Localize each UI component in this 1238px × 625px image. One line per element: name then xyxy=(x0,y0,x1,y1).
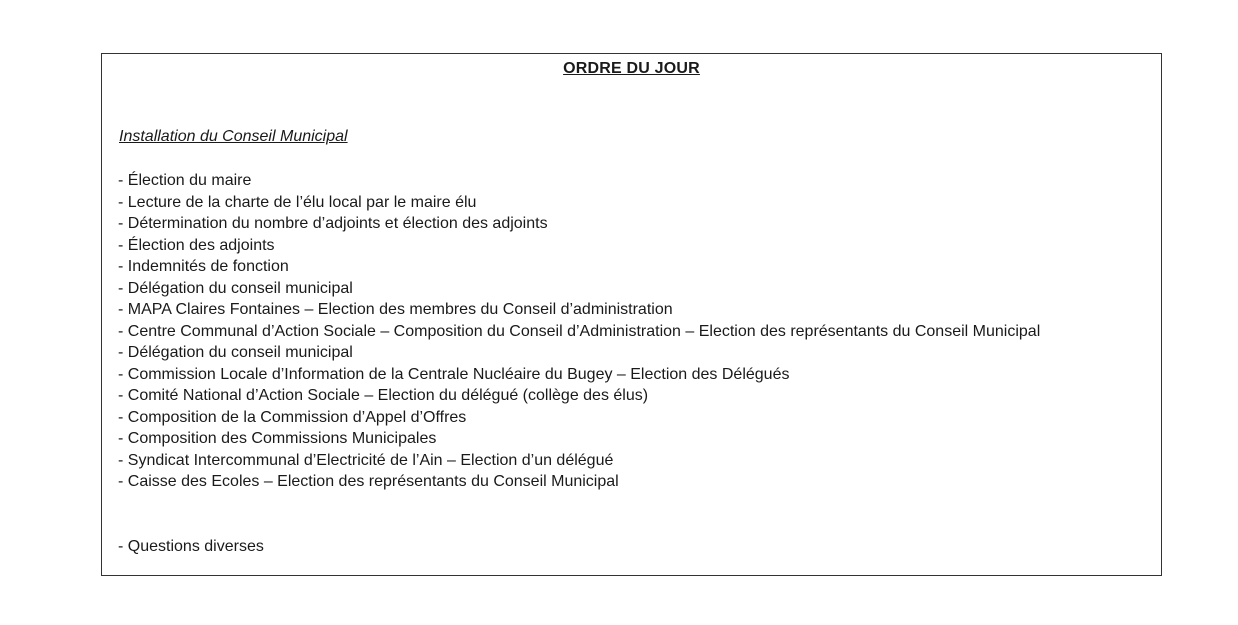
agenda-item: - Délégation du conseil municipal xyxy=(118,344,353,361)
agenda-item: - Caisse des Ecoles – Election des représentants du Conseil Municipal xyxy=(118,473,619,490)
agenda-item: - Centre Communal d’Action Sociale – Composition du Conseil d’Administration – Election des représentants du Conseil Municipal xyxy=(118,322,1041,340)
agenda-item: - Composition de la Commission d’Appel d’Offres xyxy=(118,408,467,426)
agenda-item: - Commission Locale d’Information de la Centrale Nucléaire du Bugey – Election des Délégués xyxy=(118,365,790,383)
agenda-item-closing: - Questions diverses xyxy=(118,538,264,555)
agenda-item: - Détermination du nombre d’adjoints et élection des adjoints xyxy=(118,215,548,232)
agenda-item: - Comité National d’Action Sociale – Election du délégué (collège des élus) xyxy=(118,387,649,404)
agenda-item: - Délégation du conseil municipal xyxy=(118,279,353,297)
agenda-item: - Élection des adjoints xyxy=(118,236,275,254)
agenda-item: - Indemnités de fonction xyxy=(118,258,289,275)
agenda-item: - Syndicat Intercommunal d’Electricité de l’Ain – Election d’un délégué xyxy=(118,451,614,469)
agenda-item: - Élection du maire xyxy=(118,172,252,189)
agenda-box xyxy=(101,53,1162,576)
agenda-item: - Composition des Commissions Municipales xyxy=(118,430,437,447)
agenda-item: - MAPA Claires Fontaines – Election des membres du Conseil d’administration xyxy=(118,301,673,318)
section-heading: Installation du Conseil Municipal xyxy=(119,128,348,145)
agenda-item: - Lecture de la charte de l’élu local par le maire élu xyxy=(118,193,477,211)
agenda-list xyxy=(118,170,1143,493)
agenda-title: ORDRE DU JOUR xyxy=(563,60,700,77)
